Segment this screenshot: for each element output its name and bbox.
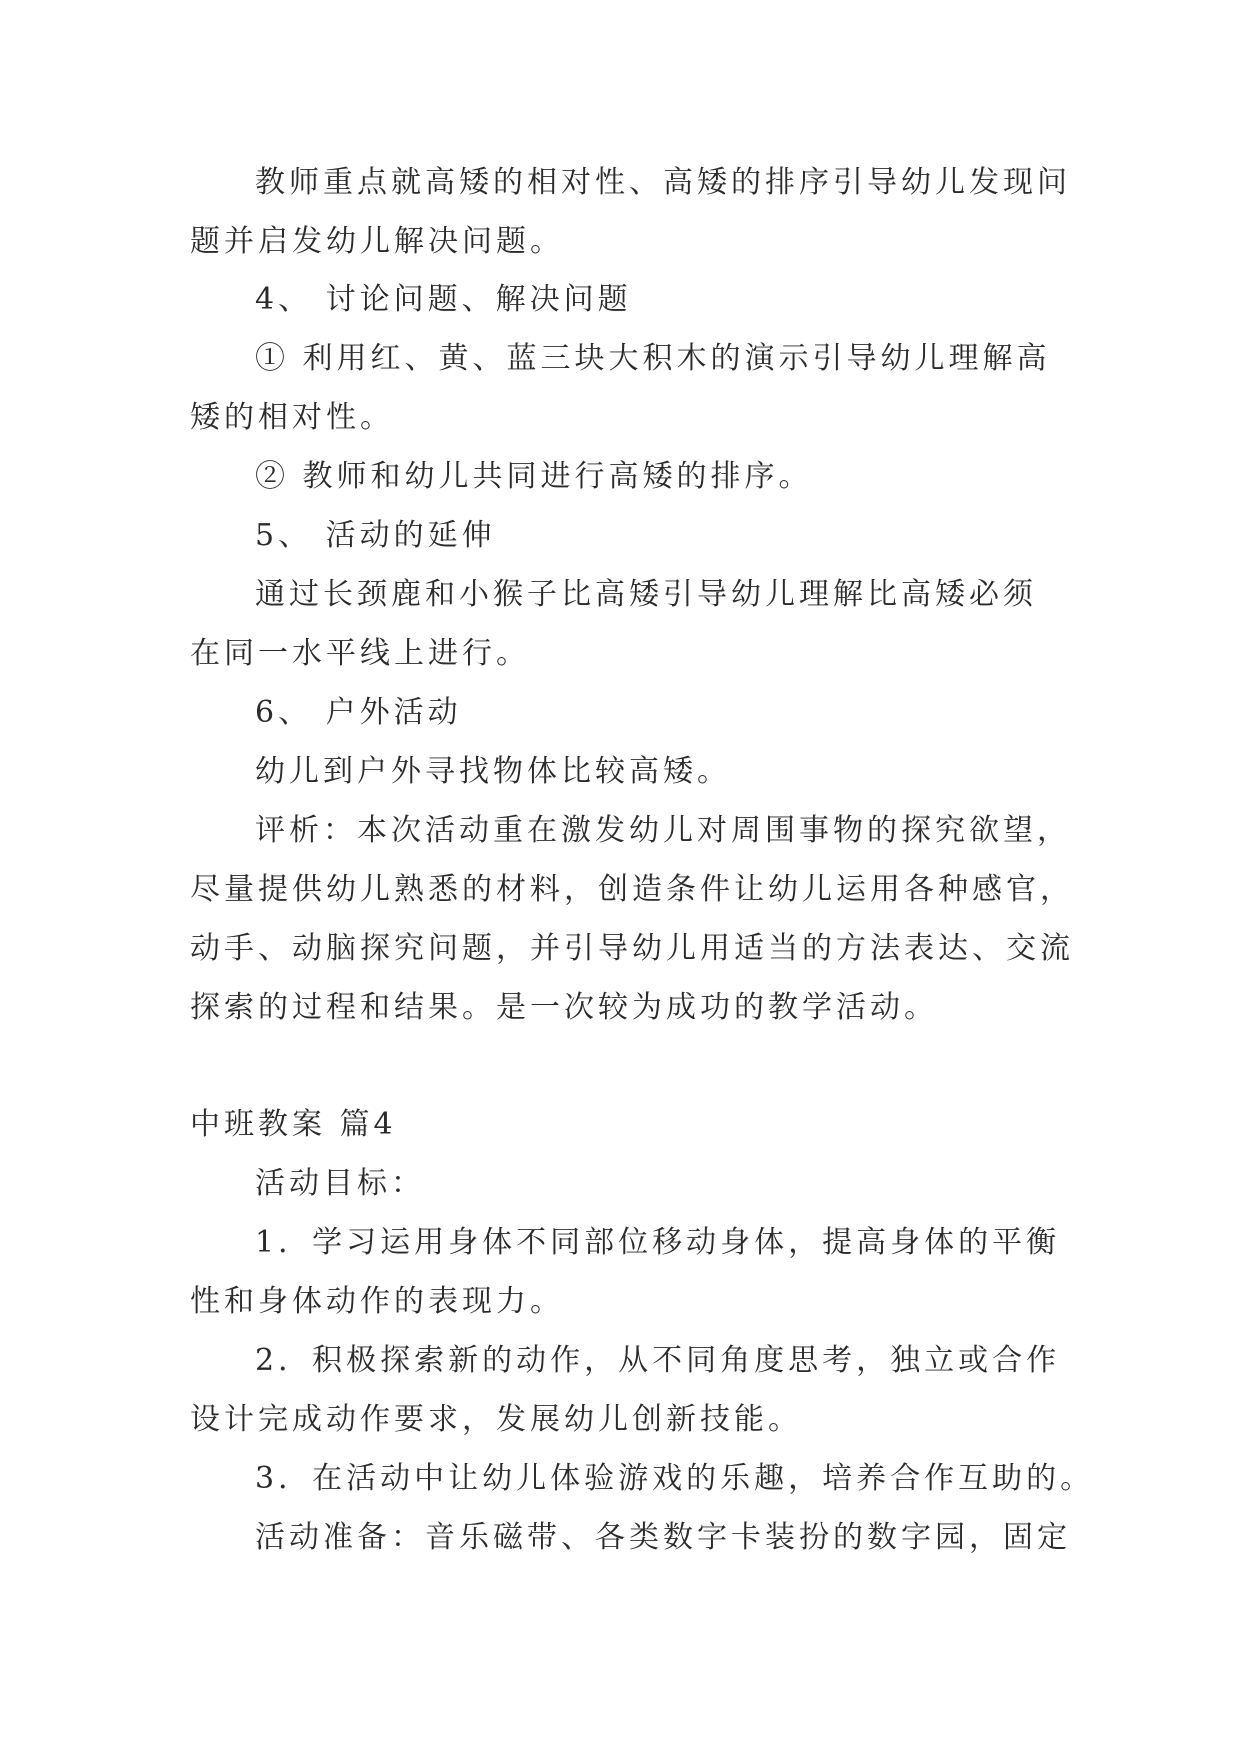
paragraph-line: 活动准备：音乐磁带、各类数字卡装扮的数字园，固定 [255,1520,1071,1555]
section-heading: 活动目标： [255,1166,425,1201]
section-heading: 4、 讨论问题、解决问题 [255,282,632,317]
paragraph-line: 尽量提供幼儿熟悉的材料，创造条件让幼儿运用各种感官， [190,872,1074,907]
paragraph-line: 在同一水平线上进行。 [190,636,530,671]
paragraph-line: 设计完成动作要求，发展幼儿创新技能。 [190,1402,802,1437]
paragraph-line: 教师重点就高矮的相对性、高矮的排序引导幼儿发现问 [255,165,1071,200]
section-heading: 6、 户外活动 [255,695,462,730]
list-item: 3．在活动中让幼儿体验游戏的乐趣，培养合作互助的。 [255,1461,1095,1496]
paragraph-line: 题并启发幼儿解决问题。 [190,224,564,259]
list-item: ② 教师和幼儿共同进行高矮的排序。 [255,459,813,494]
paragraph-line: 幼儿到户外寻找物体比较高矮。 [255,754,731,789]
paragraph-line: 评析：本次活动重在激发幼儿对周围事物的探究欲望， [255,813,1071,848]
section-heading: 5、 活动的延伸 [255,518,496,553]
paragraph-line: 动手、动脑探究问题，并引导幼儿用适当的方法表达、交流 [190,931,1074,966]
lesson-title: 中班教案 篇4 [190,1107,397,1142]
list-item: 2．积极探索新的动作，从不同角度思考，独立或合作 [255,1343,1061,1378]
list-item: ① 利用红、黄、蓝三块大积木的演示引导幼儿理解高 [255,341,1051,376]
paragraph-line: 通过长颈鹿和小猴子比高矮引导幼儿理解比高矮必须 [255,577,1037,612]
paragraph-line: 探索的过程和结果。是一次较为成功的教学活动。 [190,990,938,1025]
paragraph-line: 性和身体动作的表现力。 [190,1284,564,1319]
paragraph-line: 矮的相对性。 [190,400,394,435]
list-item: 1．学习运用身体不同部位移动身体，提高身体的平衡 [255,1225,1061,1260]
